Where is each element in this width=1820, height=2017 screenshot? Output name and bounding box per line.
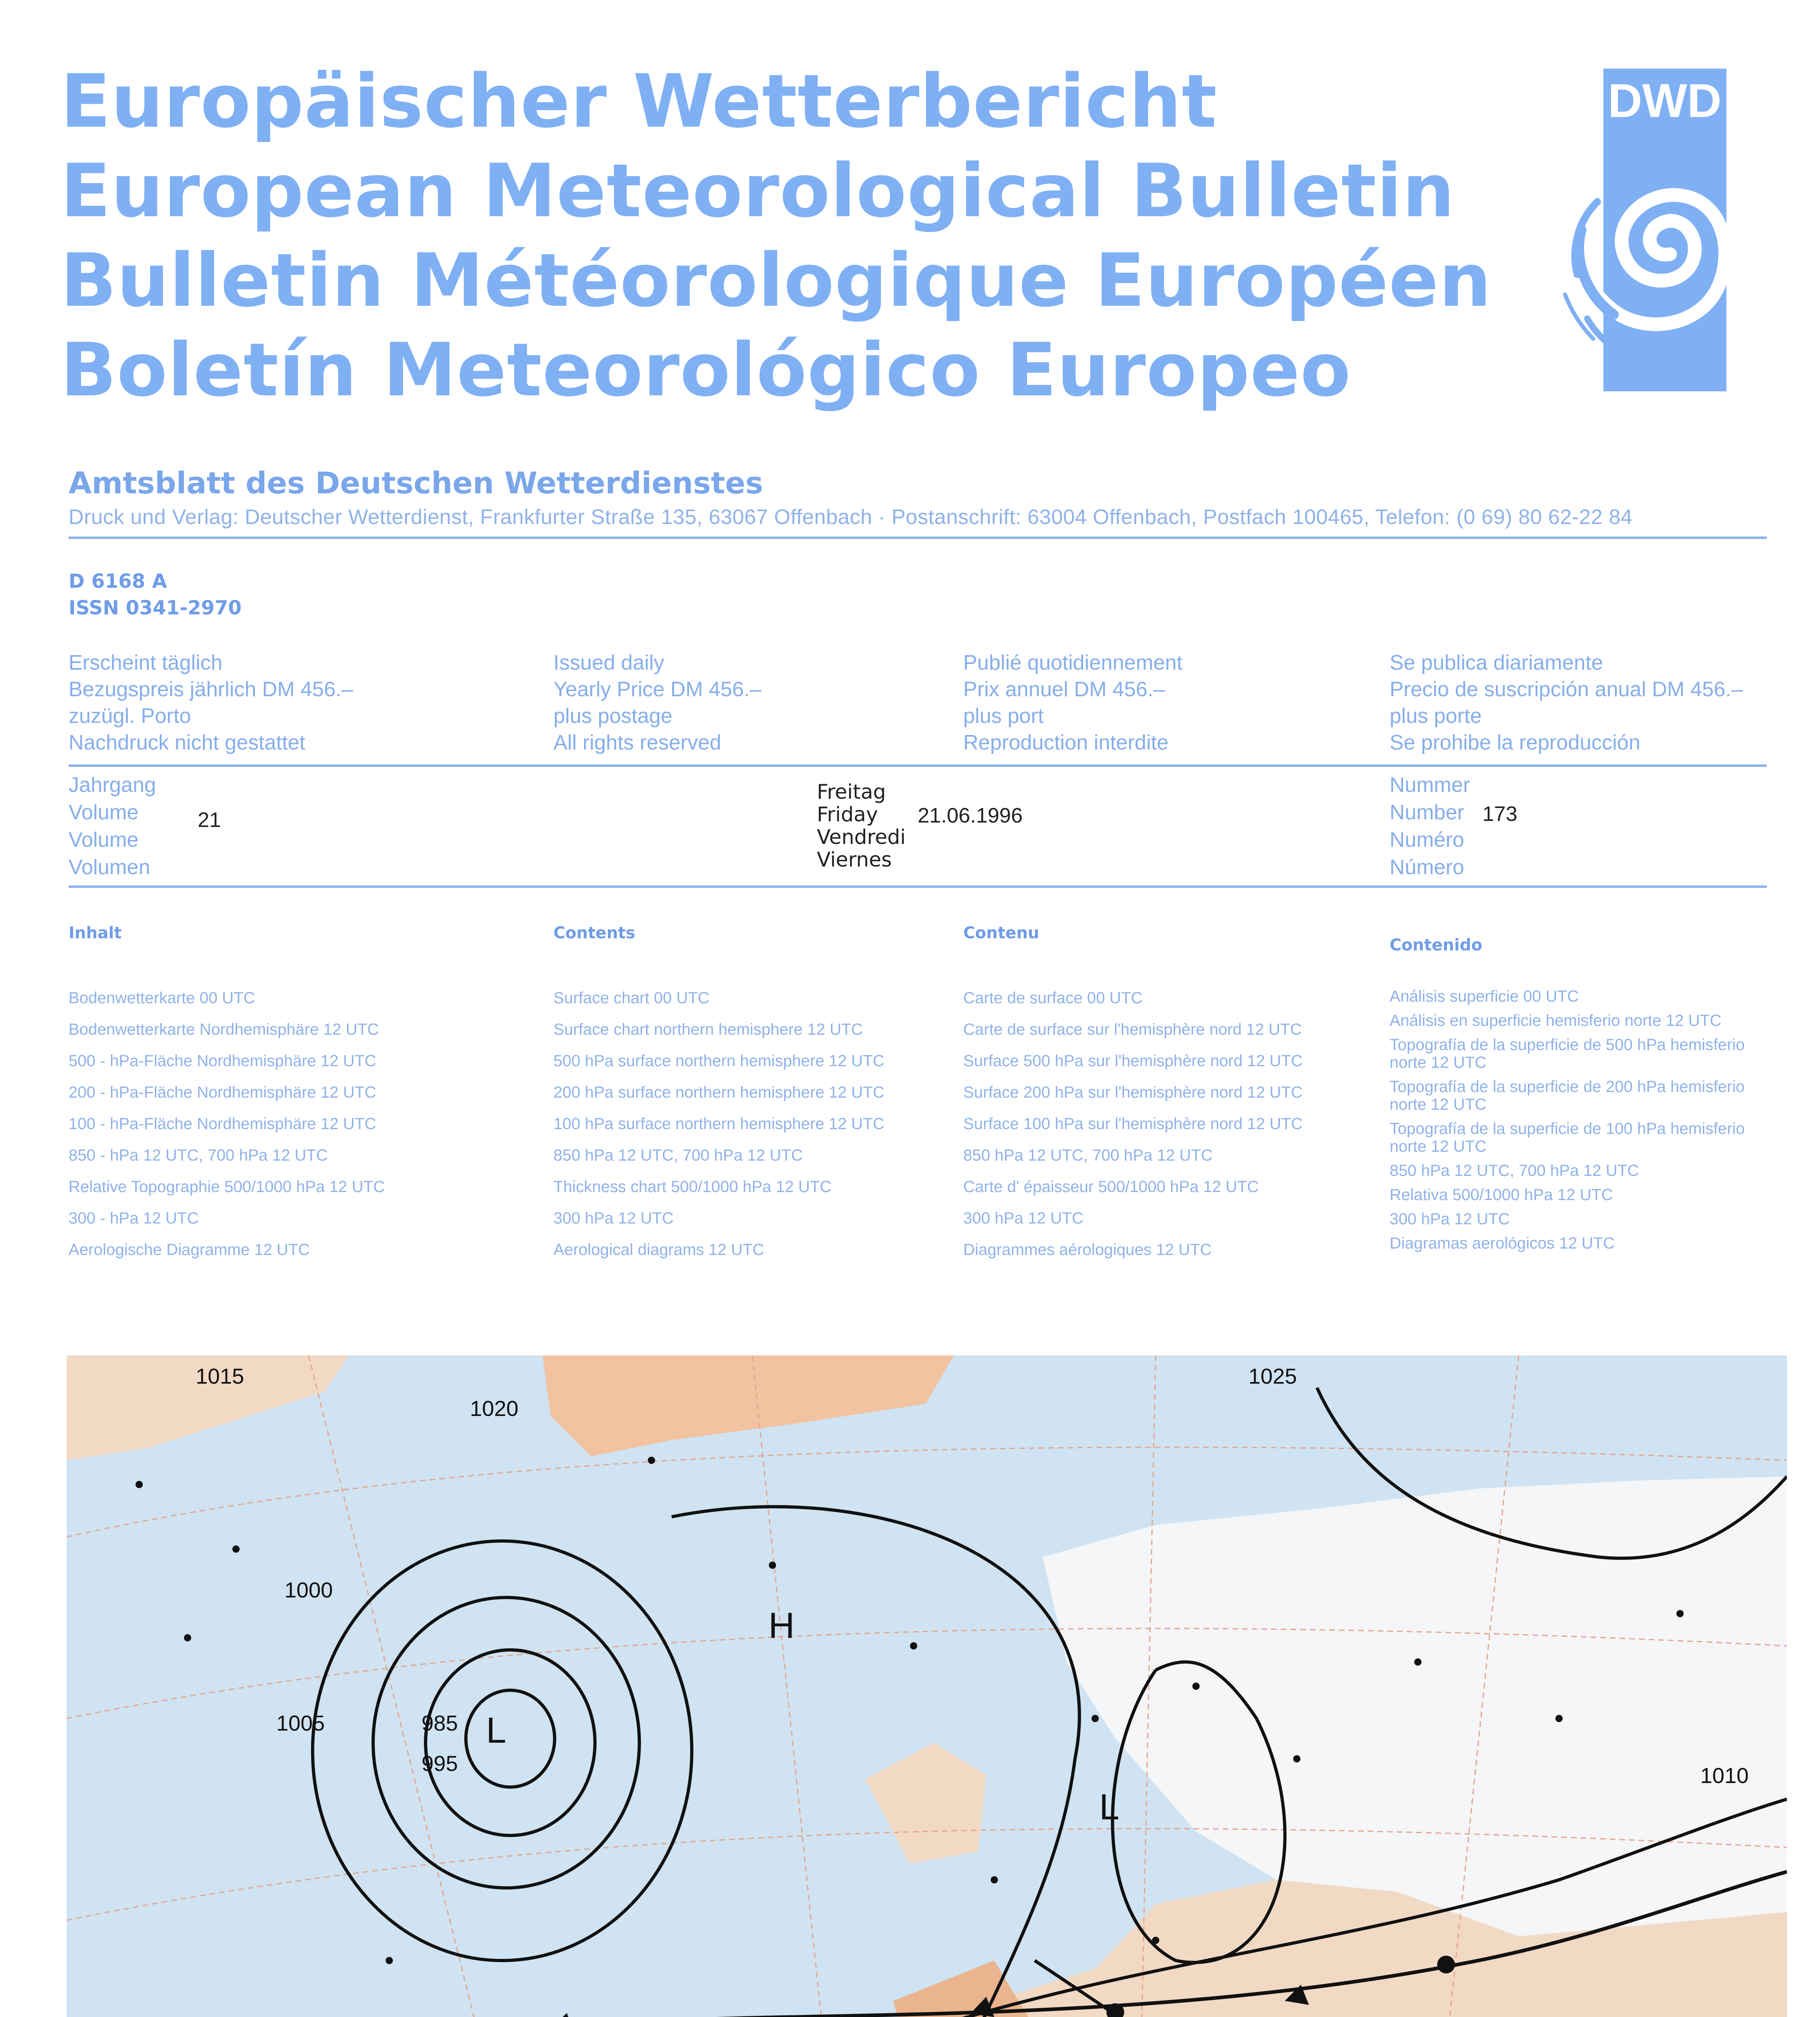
low-center-label: L [1099,1787,1120,1827]
day-label: Freitag [817,780,886,804]
low-center-label: L [486,1710,507,1751]
isobar-label: 1015 [196,1364,244,1389]
isobar-label: 1000 [284,1578,333,1602]
contents-item: 200 - hPa-Fläche Nordhemisphäre 12 UTC [69,1084,376,1101]
contents-item: Diagramas aerológicos 12 UTC [1390,1234,1615,1252]
contents-item: Aerologische Diagramme 12 UTC [69,1241,310,1259]
divider-1 [69,537,1767,539]
contents-item: Carte de surface 00 UTC [963,989,1143,1007]
info-fr-line: Prix annuel DM 456.– [963,678,1165,701]
contents-item: Bodenwetterkarte 00 UTC [69,989,255,1007]
contents-item: Bodenwetterkarte Nordhemisphäre 12 UTC [69,1021,379,1038]
contents-heading-fr: Contenu [963,924,1039,942]
info-fr-line: plus port [963,704,1044,728]
contents-item: Análisis en superficie hemisferio norte 12 UTC [1390,1012,1722,1029]
contents-item: Carte de surface sur l'hemisphère nord 12 UTC [963,1021,1302,1038]
info-es-line: Se prohibe la reproducción [1390,731,1641,754]
contents-item: Surface 200 hPa sur l'hemisphère nord 12 UTC [963,1084,1303,1101]
contents-item: 300 hPa 12 UTC [1390,1210,1510,1228]
isobar-label: 985 [422,1711,458,1735]
contents-item: Análisis superficie 00 UTC [1390,988,1579,1005]
issue-date: 21.06.1996 [918,804,1023,827]
isobar-label: 1020 [470,1397,519,1421]
contents-item: 500 - hPa-Fläche Nordhemisphäre 12 UTC [69,1052,376,1070]
contents-item: Surface 500 hPa sur l'hemisphère nord 12 UTC [963,1052,1303,1070]
contents-item: Topografía de la superficie de 200 hPa hemisferio norte 12 UTC [1390,1078,1745,1113]
info-fr-line: Reproduction interdite [963,731,1169,754]
contents-item: 300 hPa 12 UTC [963,1209,1083,1227]
day-label: Vendredi [817,825,906,849]
organization-title: Amtsblatt des Deutschen Wetterdienstes [69,466,763,501]
number-label: Numéro [1390,828,1464,852]
contents-item: Surface chart 00 UTC [553,989,710,1007]
number-label: Número [1390,856,1464,879]
contents-item: Topografía de la superficie de 100 hPa hemisferio norte 12 UTC [1390,1120,1745,1155]
contents-item: 850 hPa 12 UTC, 700 hPa 12 UTC [963,1146,1213,1164]
contents-item: 300 hPa 12 UTC [553,1209,674,1227]
issue-number: 173 [1482,802,1517,826]
info-de [69,649,353,756]
divider-2 [69,764,1767,767]
info-es-line: Se publica diariamente [1390,651,1603,674]
contents-item: 850 hPa 12 UTC, 700 hPa 12 UTC [1390,1162,1639,1180]
info-es-line: plus porte [1390,704,1482,728]
day-label: Friday [817,803,878,826]
contents-list-fr [963,982,1302,1265]
issn: ISSN 0341-2970 [69,597,242,619]
info-fr [963,649,1183,756]
contents-item: Surface chart northern hemisphere 12 UTC [553,1021,863,1038]
info-de-line: Bezugspreis jährlich DM 456.– [69,678,353,701]
contents-item: 100 - hPa-Fläche Nordhemisphäre 12 UTC [69,1115,376,1133]
info-de-line: Nachdruck nicht gestattet [69,731,305,754]
number-labels [1390,771,1470,881]
volume-label: Volumen [69,856,150,879]
info-en-line: Issued daily [553,651,664,674]
contents-item: Aerological diagrams 12 UTC [553,1241,764,1259]
day-label: Viernes [817,848,892,871]
isobar-label: 1005 [276,1711,325,1735]
contents-heading-en: Contents [553,924,635,942]
imprint-line: Druck und Verlag: Deutscher Wetterdienst, Frankfurter Straße 135, 63067 Offenbach · Postanschrift: 63004 Offenbach, Postfach 100465, Telefon: (0 69) 80 62-22 84 [69,505,1633,529]
publication-ids [69,568,242,621]
info-es-line: Precio de suscripción anual DM 456.– [1390,678,1743,701]
info-de-line: zuzügl. Porto [69,704,191,728]
d-number: D 6168 A [69,570,167,593]
volume-label: Volume [69,828,139,852]
title-es: Boletín Meteorológico Europeo [61,327,1351,413]
contents-item: 200 hPa surface northern hemisphere 12 UTC [553,1084,885,1101]
contents-item: 300 - hPa 12 UTC [69,1209,199,1227]
info-es [1390,649,1743,756]
info-fr-line: Publié quotidiennement [963,651,1183,674]
title-block [61,56,1492,415]
isobar-label: 995 [422,1752,458,1776]
number-label: Number [1390,801,1464,824]
contents-item: Surface 100 hPa sur l'hemisphère nord 12 UTC [963,1115,1303,1133]
day-labels [817,781,906,871]
contents-item: Carte d' épaisseur 500/1000 hPa 12 UTC [963,1178,1259,1196]
info-en-line: All rights reserved [553,731,722,754]
isobar-label: 1025 [1248,1364,1297,1389]
info-en-line: Yearly Price DM 456.– [553,678,762,701]
title-fr: Bulletin Météorologique Européen [61,238,1492,323]
contents-item: Topografía de la superficie de 500 hPa hemisferio norte 12 UTC [1390,1036,1745,1071]
number-label: Nummer [1390,773,1470,797]
contents-item: Diagrammes aérologiques 12 UTC [963,1241,1212,1259]
volume-label: Jahrgang [69,773,156,797]
title-en: European Meteorological Bulletin [61,148,1455,234]
contents-list-es [1390,988,1753,1259]
high-center-label: H [768,1606,795,1646]
surface-weather-map [67,1355,1787,2017]
info-en-line: plus postage [553,704,672,728]
contents-list-de [69,982,385,1265]
logo-text: DWD [1608,74,1722,127]
contents-item: 850 hPa 12 UTC, 700 hPa 12 UTC [553,1146,803,1164]
volume-label: Volume [69,801,139,824]
contents-heading-es: Contenido [1390,936,1482,954]
dwd-logo [1549,69,1726,391]
divider-3 [69,885,1767,888]
contents-item: 850 - hPa 12 UTC, 700 hPa 12 UTC [69,1146,328,1164]
contents-item: 500 hPa surface northern hemisphere 12 UTC [553,1052,885,1070]
contents-item: Relative Topographie 500/1000 hPa 12 UTC [69,1178,385,1196]
contents-list-en [553,982,884,1265]
title-de: Europäischer Wetterbericht [61,58,1217,144]
contents-heading-de: Inhalt [69,924,122,942]
volume-labels [69,771,156,881]
volume-value: 21 [198,808,221,832]
info-en [553,649,761,756]
contents-item: Thickness chart 500/1000 hPa 12 UTC [553,1178,832,1196]
contents-item: Relativa 500/1000 hPa 12 UTC [1390,1186,1613,1204]
info-de-line: Erscheint täglich [69,651,223,674]
isobar-label: 1010 [1700,1764,1749,1788]
contents-item: 100 hPa surface northern hemisphere 12 UTC [553,1115,885,1133]
